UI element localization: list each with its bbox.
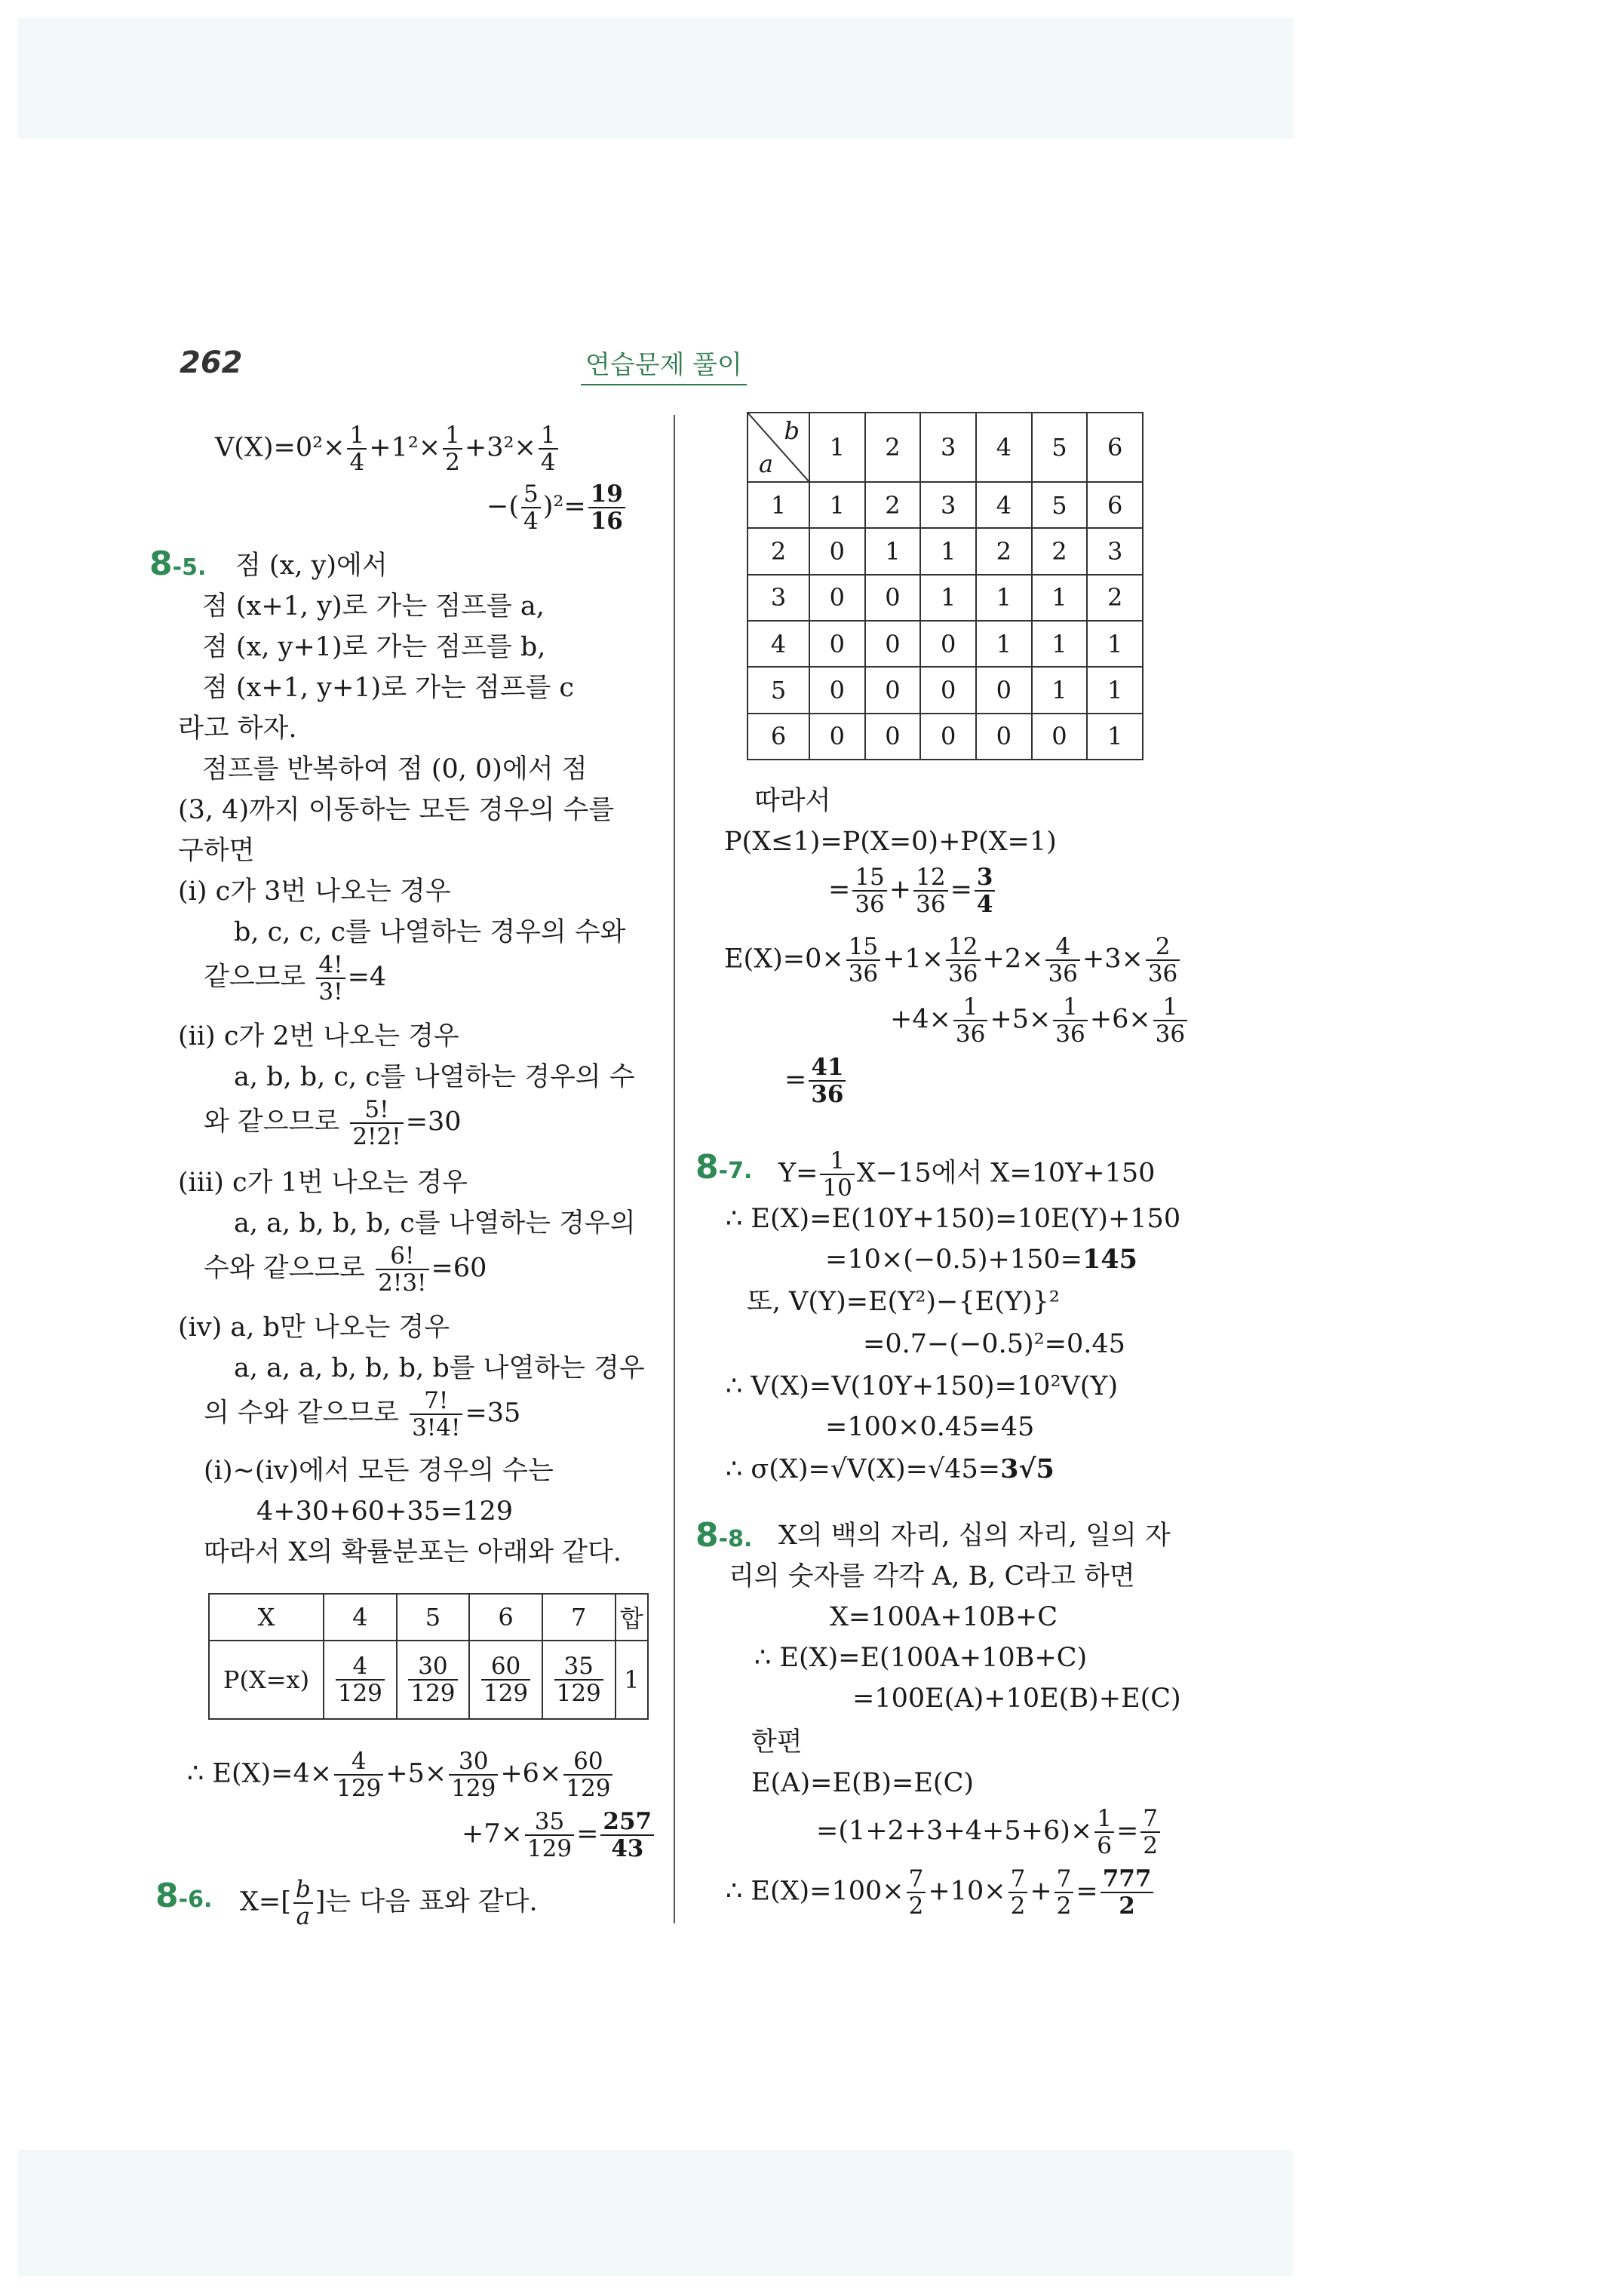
denominator: 2	[1143, 1832, 1158, 1859]
table-cell	[397, 1641, 470, 1719]
probability-result	[828, 864, 997, 917]
problem-sub: -6.	[178, 1886, 213, 1913]
expr: =	[950, 874, 972, 905]
denominator: 2	[445, 449, 460, 476]
table-row-header: 4	[748, 621, 809, 667]
fraction	[1153, 994, 1187, 1047]
fraction	[554, 1653, 603, 1706]
fraction	[408, 1653, 457, 1706]
fraction	[336, 1653, 385, 1706]
text-line: a, a, b, b, b, c를 나열하는 경우의	[234, 1208, 636, 1239]
text-line: a, b, b, c, c를 나열하는 경우의 수	[234, 1062, 635, 1092]
fraction	[539, 422, 558, 475]
table-cell: 5	[1032, 482, 1088, 528]
table-header-p: P(X=x)	[209, 1641, 324, 1719]
text-line: (ⅰ)~(ⅳ)에서 모든 경우의 수는	[204, 1456, 554, 1486]
numerator: 4	[334, 1748, 383, 1776]
bottom-color-band	[18, 2150, 1293, 2276]
problem-chapter: 8	[695, 1516, 719, 1555]
fraction	[913, 864, 947, 917]
numerator: 3	[975, 864, 996, 892]
numerator: 7	[1140, 1806, 1160, 1833]
denominator: 6	[1097, 1832, 1112, 1859]
table-cell: 5	[397, 1594, 470, 1641]
expr: =	[1116, 1816, 1139, 1846]
table-row-header: 3	[748, 575, 809, 621]
fraction	[1055, 1866, 1074, 1919]
expectation-right-line-1	[724, 934, 1182, 987]
denominator: 36	[811, 1081, 844, 1108]
answer-fraction	[809, 1054, 846, 1107]
text-line: 한편	[751, 1727, 803, 1757]
table-row-header: 2	[748, 528, 809, 574]
denominator: 2	[1119, 1892, 1135, 1920]
case-2-heading: (ⅱ) c가 2번 나오는 경우	[178, 1021, 459, 1051]
text-line: a, a, a, b, b, b, b를 나열하는 경우	[234, 1353, 645, 1383]
fraction	[1045, 934, 1079, 987]
denominator: 129	[556, 1680, 601, 1707]
numerator: 4	[336, 1653, 385, 1681]
page-number: 262	[180, 345, 243, 380]
numerator: 5	[521, 481, 541, 508]
case-1-heading: (ⅰ) c가 3번 나오는 경우	[178, 876, 451, 907]
denominator: 10	[822, 1174, 852, 1202]
table-row	[748, 621, 1143, 667]
expr: 의 수와 같으므로	[204, 1398, 399, 1429]
expr: +1×	[883, 944, 944, 975]
table-cell: 7	[542, 1594, 616, 1641]
corner-a-label: a	[759, 450, 774, 478]
expr: ∴ σ(X)=√V(X)=√45=	[726, 1454, 1001, 1484]
case-3-heading: (ⅲ) c가 1번 나오는 경우	[178, 1168, 468, 1198]
expr: +7×	[462, 1819, 523, 1849]
text-line: 또, V(Y)=E(Y²)−{E(Y)}²	[747, 1287, 1060, 1317]
case-4-heading: (ⅳ) a, b만 나오는 경우	[178, 1312, 450, 1343]
problem-number-8-7	[695, 1148, 752, 1186]
denominator: 36	[916, 891, 946, 918]
column-divider	[674, 415, 675, 1923]
table-cell: 0	[920, 667, 976, 713]
case-4-result	[204, 1388, 520, 1441]
text-line: =0.7−(−0.5)²=0.45	[863, 1329, 1125, 1359]
expr: +4×	[890, 1004, 951, 1035]
table-cell: 1	[616, 1641, 649, 1719]
problem-sub: -5.	[172, 554, 207, 581]
numerator: 15	[846, 934, 880, 961]
table-row	[748, 575, 1143, 621]
table-cell: 0	[920, 621, 976, 667]
problem-sub: -8.	[718, 1526, 753, 1552]
numerator: 1	[1153, 994, 1187, 1021]
table-cell: 3	[1087, 528, 1143, 574]
expr: V(X)=0²×	[215, 432, 345, 463]
fraction	[946, 934, 980, 987]
denominator: 36	[955, 1021, 986, 1048]
table-row-header: 6	[748, 714, 809, 760]
answer-fraction	[600, 1809, 654, 1862]
table-cell	[469, 1641, 542, 1719]
numerator: 777	[1101, 1866, 1154, 1893]
problem-chapter: 8	[149, 545, 173, 583]
table-cell: 1	[920, 528, 976, 574]
fraction	[293, 1877, 313, 1929]
table-row	[748, 528, 1143, 574]
table-col-header: 6	[1087, 413, 1143, 482]
denominator: a	[296, 1903, 311, 1930]
numerator: 1	[820, 1148, 854, 1175]
case-3-result	[204, 1243, 487, 1296]
text-line: 구하면	[178, 836, 255, 866]
expr: 수와 같으므로	[204, 1253, 365, 1284]
expr: +3²×	[464, 432, 536, 463]
numerator: 35	[554, 1653, 603, 1681]
table-cell: 0	[976, 714, 1032, 760]
expr: +1²×	[369, 432, 441, 463]
table-cell: 4	[976, 482, 1032, 528]
table-cell: 1	[809, 482, 865, 528]
table-cell: 0	[1032, 714, 1088, 760]
text-line: b, c, c, c를 나열하는 경우의 수와	[234, 917, 626, 947]
numerator: 7!	[410, 1388, 462, 1415]
table-col-header: 3	[920, 413, 976, 482]
table-cell	[324, 1641, 397, 1719]
denominator: 129	[483, 1680, 529, 1707]
text-line: 점프를 반복하여 점 (0, 0)에서 점	[202, 754, 588, 784]
expr: +2×	[982, 944, 1044, 975]
text-line: =100E(A)+10E(B)+E(C)	[852, 1684, 1181, 1714]
fraction	[350, 1097, 403, 1150]
numerator: 12	[946, 934, 980, 961]
text-line	[816, 1806, 1162, 1859]
denominator: 36	[948, 960, 978, 987]
numerator: 60	[481, 1653, 530, 1681]
table-row	[748, 482, 1143, 528]
table-row	[748, 667, 1143, 713]
denominator: 36	[1147, 960, 1178, 987]
numerator: 7	[907, 1866, 926, 1893]
problem-number-8-5	[149, 545, 206, 583]
expr: E(X)=0×	[724, 944, 844, 975]
numerator: 7	[1055, 1866, 1074, 1893]
text-line: (3, 4)까지 이동하는 모든 경우의 수를	[178, 795, 615, 825]
fraction	[1008, 1866, 1028, 1919]
text-line: 점 (x, y)에서	[235, 551, 388, 581]
problem-number-8-8	[695, 1516, 752, 1555]
expectation-line-1	[187, 1748, 615, 1801]
table-cell: 0	[920, 714, 976, 760]
numerator: 41	[809, 1054, 846, 1082]
text-line: 라고 하자.	[178, 714, 297, 744]
denominator: 129	[451, 1775, 496, 1802]
expr: =	[576, 1819, 599, 1849]
fraction	[376, 1243, 428, 1296]
table-cell: 4	[324, 1594, 397, 1641]
numerator: b	[293, 1877, 313, 1904]
ab-table	[747, 412, 1144, 760]
table-cell: 0	[865, 667, 921, 713]
expr: +6×	[1089, 1004, 1151, 1035]
fraction	[563, 1748, 612, 1801]
table-cell: 0	[809, 575, 865, 621]
table-cell: 1	[920, 575, 976, 621]
table-col-header: 2	[865, 413, 921, 482]
denominator: 36	[1055, 1021, 1085, 1048]
numerator: 6!	[376, 1243, 428, 1270]
table-cell: 2	[865, 482, 921, 528]
table-cell: 1	[1087, 667, 1143, 713]
answer-fraction	[1101, 1866, 1154, 1919]
fraction	[481, 1653, 530, 1706]
fraction	[1053, 994, 1087, 1047]
text-line: 리의 숫자를 각각 A, B, C라고 하면	[729, 1561, 1135, 1592]
denominator: 129	[566, 1775, 611, 1802]
expr: )²=	[542, 491, 586, 522]
table-cell: 0	[809, 714, 865, 760]
table-cell: 1	[1032, 575, 1088, 621]
fraction	[1094, 1806, 1114, 1859]
denominator: 4	[976, 891, 993, 918]
text-line: ∴ E(X)=E(100A+10B+C)	[754, 1643, 1088, 1673]
numerator: 12	[913, 864, 947, 892]
numerator: 5!	[350, 1097, 403, 1124]
table-header-x: X	[209, 1594, 324, 1641]
top-color-band	[18, 18, 1293, 139]
fraction	[449, 1748, 498, 1801]
problem-chapter: 8	[695, 1148, 719, 1186]
table-cell: 0	[976, 667, 1032, 713]
text-line	[825, 1243, 1137, 1276]
table-row	[209, 1594, 648, 1641]
corner-b-label: b	[784, 416, 800, 445]
denominator: 3!4!	[412, 1414, 461, 1441]
numerator: 1	[347, 422, 367, 450]
table-corner	[748, 413, 809, 482]
expr: +	[889, 874, 912, 905]
denominator: 129	[410, 1680, 456, 1707]
expr: =(1+2+3+4+5+6)×	[816, 1816, 1093, 1846]
expectation-line-2	[462, 1809, 656, 1862]
numerator: 2	[1146, 934, 1180, 961]
numerator: 35	[525, 1809, 574, 1836]
denominator: 4	[540, 449, 556, 476]
table-cell: 0	[865, 621, 921, 667]
denominator: 2	[1010, 1892, 1026, 1920]
denominator: 129	[336, 1775, 382, 1802]
fraction	[347, 422, 367, 475]
table-col-header: 1	[809, 413, 865, 482]
expr: 와 같으므로	[204, 1107, 340, 1137]
fraction	[334, 1748, 383, 1801]
running-title: 연습문제 풀이	[581, 344, 747, 385]
table-cell	[542, 1641, 616, 1719]
numerator: 60	[563, 1748, 612, 1776]
table-cell: 1	[976, 621, 1032, 667]
expr: ]는 다음 표와 같다.	[315, 1886, 538, 1917]
fraction	[820, 1148, 854, 1201]
text-line: 점 (x+1, y+1)로 가는 점프를 c	[202, 673, 575, 703]
expr: Y=	[778, 1158, 818, 1189]
answer: 145	[1082, 1244, 1138, 1275]
expr: +	[1030, 1876, 1052, 1907]
expr: X=[	[240, 1886, 291, 1917]
expr: −(	[487, 491, 519, 522]
numerator: 1	[953, 994, 987, 1021]
fraction	[443, 422, 462, 475]
diagonal-line	[748, 413, 809, 481]
denominator: 4	[349, 449, 365, 476]
expr: +6×	[500, 1758, 562, 1789]
table-header-sum: 합	[616, 1594, 649, 1641]
table-cell: 0	[809, 528, 865, 574]
numerator: 1	[539, 422, 558, 450]
denominator: 36	[855, 891, 885, 918]
denominator: 36	[1155, 1021, 1186, 1048]
expr: =	[828, 874, 851, 905]
fraction	[953, 994, 987, 1047]
expectation-right-line-2	[890, 994, 1190, 1047]
expr: ∴ E(X)=100×	[726, 1876, 904, 1907]
table-cell: 1	[1032, 667, 1088, 713]
table-cell: 1	[865, 528, 921, 574]
distribution-table	[208, 1593, 649, 1720]
expr: =	[1076, 1876, 1098, 1907]
text-line: =100×0.45=45	[825, 1412, 1035, 1442]
numerator: 1	[443, 422, 462, 450]
expr: =10×(−0.5)+150=	[825, 1245, 1082, 1275]
denominator: 2	[908, 1892, 924, 1920]
expr: =60	[431, 1253, 487, 1284]
table-col-header: 4	[976, 413, 1032, 482]
table-row	[209, 1641, 648, 1719]
table-cell: 2	[976, 528, 1032, 574]
table-cell: 6	[1087, 482, 1143, 528]
numerator: 257	[600, 1809, 654, 1836]
numerator: 4!	[316, 952, 345, 979]
text-line: 따라서 X의 확률분포는 아래와 같다.	[204, 1537, 622, 1567]
expr: +10×	[928, 1876, 1006, 1907]
expr: ∴ E(X)=4×	[187, 1758, 333, 1789]
table-cell: 3	[920, 482, 976, 528]
problem-sub: -7.	[718, 1158, 753, 1184]
fraction	[316, 952, 345, 1005]
denominator: 36	[1048, 960, 1078, 987]
denominator: 3!	[318, 978, 343, 1005]
expr: +5×	[990, 1004, 1051, 1035]
fraction	[846, 934, 880, 987]
problem-number-8-6	[155, 1877, 212, 1915]
fraction	[1140, 1806, 1160, 1859]
numerator: 4	[1045, 934, 1079, 961]
text-line: X=100A+10B+C	[830, 1602, 1058, 1632]
problem-chapter: 8	[155, 1877, 179, 1915]
table-cell: 2	[1087, 575, 1143, 621]
numerator: 19	[588, 481, 625, 508]
expr: +3×	[1082, 944, 1144, 975]
fraction	[525, 1809, 574, 1862]
case-2-result	[204, 1097, 462, 1150]
text-line: 따라서	[754, 786, 831, 816]
fraction	[1146, 934, 1180, 987]
table-cell: 0	[809, 621, 865, 667]
fraction	[410, 1388, 462, 1441]
table-cell: 0	[809, 667, 865, 713]
text-line	[726, 1866, 1156, 1919]
expr: +5×	[385, 1758, 447, 1789]
variance-line-1	[215, 422, 560, 475]
denominator: 43	[611, 1835, 644, 1862]
numerator: 1	[1094, 1806, 1114, 1833]
table-cell: 1	[1032, 621, 1088, 667]
denominator: 129	[526, 1835, 573, 1862]
table-cell: 2	[1032, 528, 1088, 574]
table-row	[748, 714, 1143, 760]
denominator: 36	[848, 960, 879, 987]
text-line	[726, 1453, 1055, 1486]
denominator: 129	[337, 1680, 382, 1707]
text-line: ∴ V(X)=V(10Y+150)=10²V(Y)	[726, 1371, 1119, 1401]
fraction	[907, 1866, 926, 1919]
expr: =4	[347, 962, 387, 993]
numerator: 30	[449, 1748, 498, 1776]
numerator: 1	[1053, 994, 1087, 1021]
table-cell: 1	[976, 575, 1032, 621]
table-row-header: 1	[748, 482, 809, 528]
text-line: X의 백의 자리, 십의 자리, 일의 자	[778, 1521, 1171, 1551]
text-line: 점 (x+1, y)로 가는 점프를 a,	[202, 591, 545, 622]
answer-fraction	[975, 864, 996, 917]
table-row	[748, 413, 1143, 482]
text-line: 4+30+60+35=129	[256, 1496, 513, 1527]
numerator: 7	[1008, 1866, 1028, 1893]
text-line: P(X≤1)=P(X=0)+P(X=1)	[724, 827, 1057, 857]
fraction	[852, 864, 886, 917]
expr: =30	[405, 1107, 462, 1137]
denominator: 16	[590, 508, 623, 535]
problem-8-6-text	[240, 1877, 538, 1929]
denominator: 4	[523, 508, 539, 535]
variance-line-2	[487, 481, 628, 534]
fraction	[521, 481, 541, 534]
denominator: 2!3!	[378, 1269, 427, 1297]
expr: =35	[465, 1398, 521, 1429]
text-line: ∴ E(X)=E(10Y+150)=10E(Y)+150	[726, 1204, 1181, 1234]
answer-fraction	[588, 481, 625, 534]
table-cell: 0	[865, 575, 921, 621]
table-row-header: 5	[748, 667, 809, 713]
table-cell: 1	[1087, 621, 1143, 667]
table-cell: 6	[469, 1594, 542, 1641]
answer: 3√5	[1000, 1453, 1055, 1484]
problem-8-7-text	[778, 1148, 1155, 1201]
table-cell: 1	[1087, 714, 1143, 760]
numerator: 15	[852, 864, 886, 892]
table-col-header: 5	[1032, 413, 1088, 482]
denominator: 2!2!	[352, 1123, 401, 1150]
table-cell: 0	[865, 714, 921, 760]
text-line: E(A)=E(B)=E(C)	[751, 1768, 975, 1798]
expectation-right-line-3	[784, 1054, 848, 1107]
text-line: 점 (x, y+1)로 가는 점프를 b,	[202, 632, 546, 662]
expr: X−15에서 X=10Y+150	[856, 1158, 1156, 1189]
denominator: 2	[1056, 1892, 1072, 1920]
case-1-result	[204, 952, 386, 1005]
expr: =	[784, 1064, 807, 1095]
expr: 같으므로	[204, 962, 306, 993]
numerator: 30	[408, 1653, 457, 1681]
